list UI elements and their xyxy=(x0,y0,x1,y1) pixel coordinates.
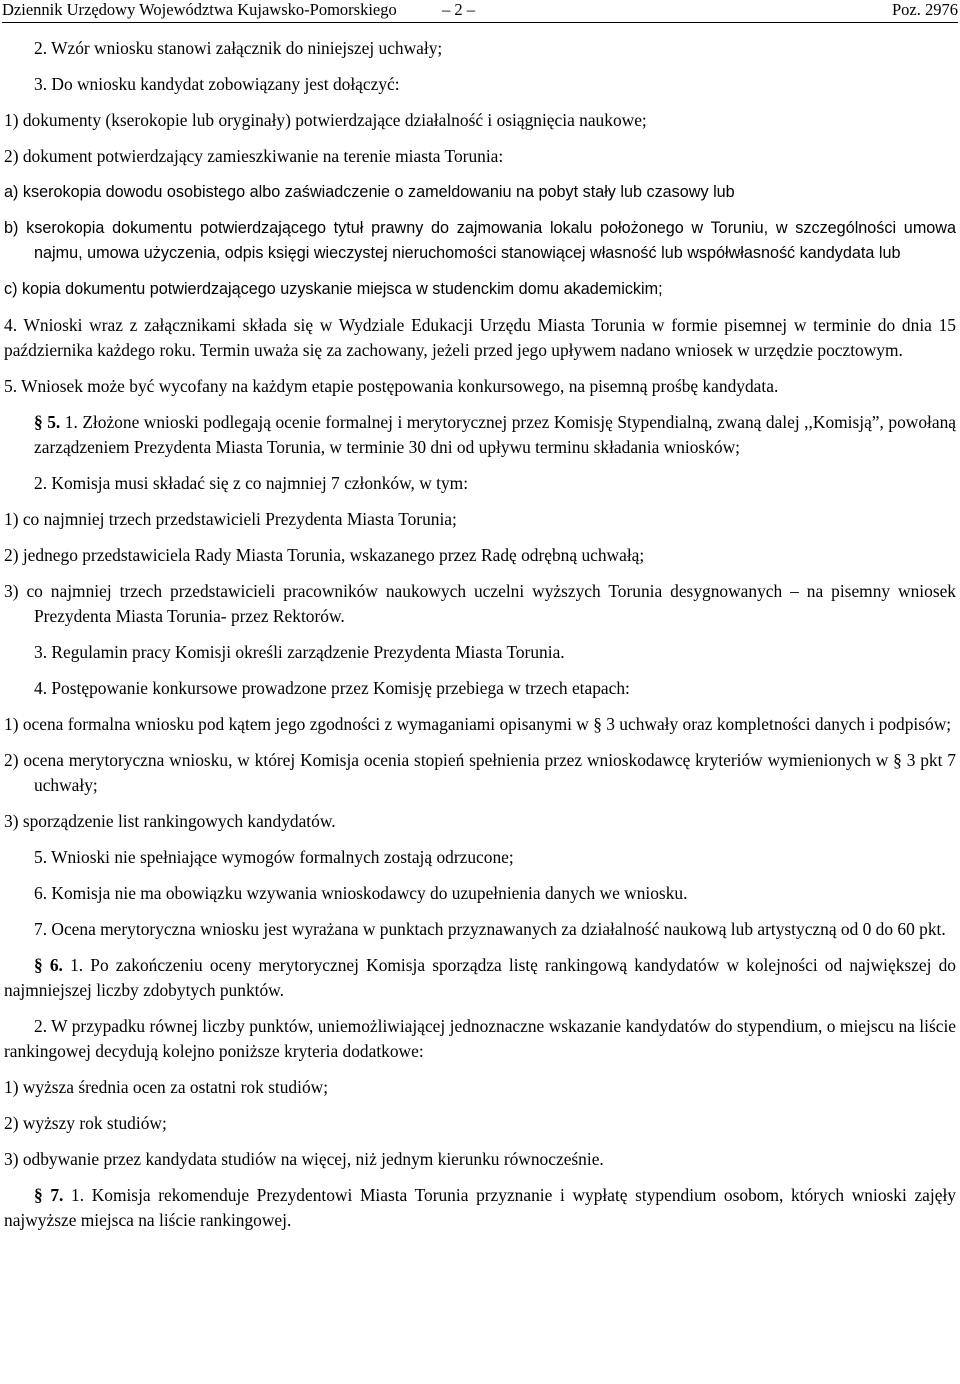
list-item: a) kserokopia dowodu osobistego albo zaświadczenie o zameldowaniu na pobyt stały lub czasowy lub xyxy=(4,183,735,201)
section-number: § 6. xyxy=(34,955,63,975)
list-item: b) kserokopia dokumentu potwierdzającego tytuł prawny do zajmowania lokalu położonego w Toruniu, w szczególności umowa najmu, umowa użyczenia, odpis księgi wieczystej nieruchomości stanowiącej własność lub współwłasność kandydata lub xyxy=(4,219,956,262)
section-number: § 5. xyxy=(34,412,61,432)
page-number: – 2 – xyxy=(442,0,475,19)
list-item: 1) co najmniej trzech przedstawicieli Prezydenta Miasta Torunia; xyxy=(4,509,457,529)
paragraph-text: 1. Po zakończeniu oceny merytorycznej Komisja sporządza listę rankingową kandydatów w kolejności od największej do najmniejszej liczby zdobytych punktów. xyxy=(4,955,956,1000)
list-item: 1) dokumenty (kserokopie lub oryginały) potwierdzające działalność i osiągnięcia naukowe; xyxy=(4,110,647,130)
list-item: 2) jednego przedstawiciela Rady Miasta Torunia, wskazanego przez Radę odrębną uchwałą; xyxy=(4,545,645,565)
list-item: 3) co najmniej trzech przedstawicieli pracowników naukowych uczelni wyższych Torunia desygnowanych – na pisemny wniosek Prezydenta Miasta Torunia- przez Rektorów. xyxy=(4,581,956,626)
list-item: c) kopia dokumentu potwierdzającego uzyskanie miejsca w studenckim domu akademickim; xyxy=(4,280,663,298)
journal-title: Dziennik Urzędowy Województwa Kujawsko-Pomorskiego xyxy=(2,0,397,19)
paragraph-text: 1. Komisja rekomenduje Prezydentowi Miasta Torunia przyznanie i wypłatę stypendium osobom, których wnioski zajęły najwyższe miejsca na liście rankingowej. xyxy=(4,1185,956,1230)
paragraph: 4. Wnioski wraz z załącznikami składa się w Wydziale Edukacji Urzędu Miasta Torunia w formie pisemnej w terminie do dnia 15 października każdego roku. Termin uważa się za zachowany, jeżeli przed jego upływem nadano wniosek w urzędzie pocztowym. xyxy=(4,315,956,360)
paragraph: 3. Regulamin pracy Komisji określi zarządzenie Prezydenta Miasta Torunia. xyxy=(34,642,565,662)
page-header xyxy=(2,0,958,23)
paragraph: 2. Komisja musi składać się z co najmniej 7 członków, w tym: xyxy=(34,473,469,493)
list-item: 2) wyższy rok studiów; xyxy=(4,1113,167,1133)
document-body xyxy=(4,36,956,1244)
paragraph: 3. Do wniosku kandydat zobowiązany jest dołączyć: xyxy=(34,74,400,94)
paragraph: 5. Wnioski nie spełniające wymogów formalnych zostają odrzucone; xyxy=(34,847,514,867)
list-item: 3) sporządzenie list rankingowych kandydatów. xyxy=(4,811,336,831)
paragraph-text: 1. Złożone wnioski podlegają ocenie formalnej i merytorycznej przez Komisję Stypendialną, zwaną dalej ,,Komisją”, powołaną zarządzeniem Prezydenta Miasta Torunia, w terminie 30 dni od upływu terminu składania wniosków; xyxy=(34,412,956,457)
paragraph: 5. Wniosek może być wycofany na każdym etapie postępowania konkursowego, na pisemną prośbę kandydata. xyxy=(4,376,779,396)
list-item: 2) dokument potwierdzający zamieszkiwanie na terenie miasta Torunia: xyxy=(4,146,504,166)
paragraph: 7. Ocena merytoryczna wniosku jest wyrażana w punktach przyznawanych za działalność naukową lub artystyczną od 0 do 60 pkt. xyxy=(34,919,946,939)
list-item: 3) odbywanie przez kandydata studiów na więcej, niż jednym kierunku równocześnie. xyxy=(4,1149,604,1169)
paragraph: 2. W przypadku równej liczby punktów, uniemożliwiającej jednoznaczne wskazanie kandydatów do stypendium, o miejscu na liście rankingowej decydują kolejno poniższe kryteria dodatkowe: xyxy=(4,1016,956,1061)
list-item: 1) ocena formalna wniosku pod kątem jego zgodności z wymaganiami opisanymi w § 3 uchwały oraz kompletności danych i podpisów; xyxy=(4,714,952,734)
list-item: 2) ocena merytoryczna wniosku, w której Komisja ocenia stopień spełnienia przez wnioskodawcę kryteriów wymienionych w § 3 pkt 7 uchwały; xyxy=(4,750,956,795)
list-item: 1) wyższa średnia ocen za ostatni rok studiów; xyxy=(4,1077,329,1097)
section-number: § 7. xyxy=(34,1185,64,1205)
section-paragraph xyxy=(4,953,956,1003)
position-number: Poz. 2976 xyxy=(892,0,958,19)
paragraph: 2. Wzór wniosku stanowi załącznik do niniejszej uchwały; xyxy=(34,38,443,58)
section-paragraph xyxy=(4,410,956,460)
paragraph: 4. Postępowanie konkursowe prowadzone przez Komisję przebiega w trzech etapach: xyxy=(34,678,630,698)
paragraph: 6. Komisja nie ma obowiązku wzywania wnioskodawcy do uzupełnienia danych we wniosku. xyxy=(34,883,688,903)
section-paragraph xyxy=(4,1183,956,1233)
